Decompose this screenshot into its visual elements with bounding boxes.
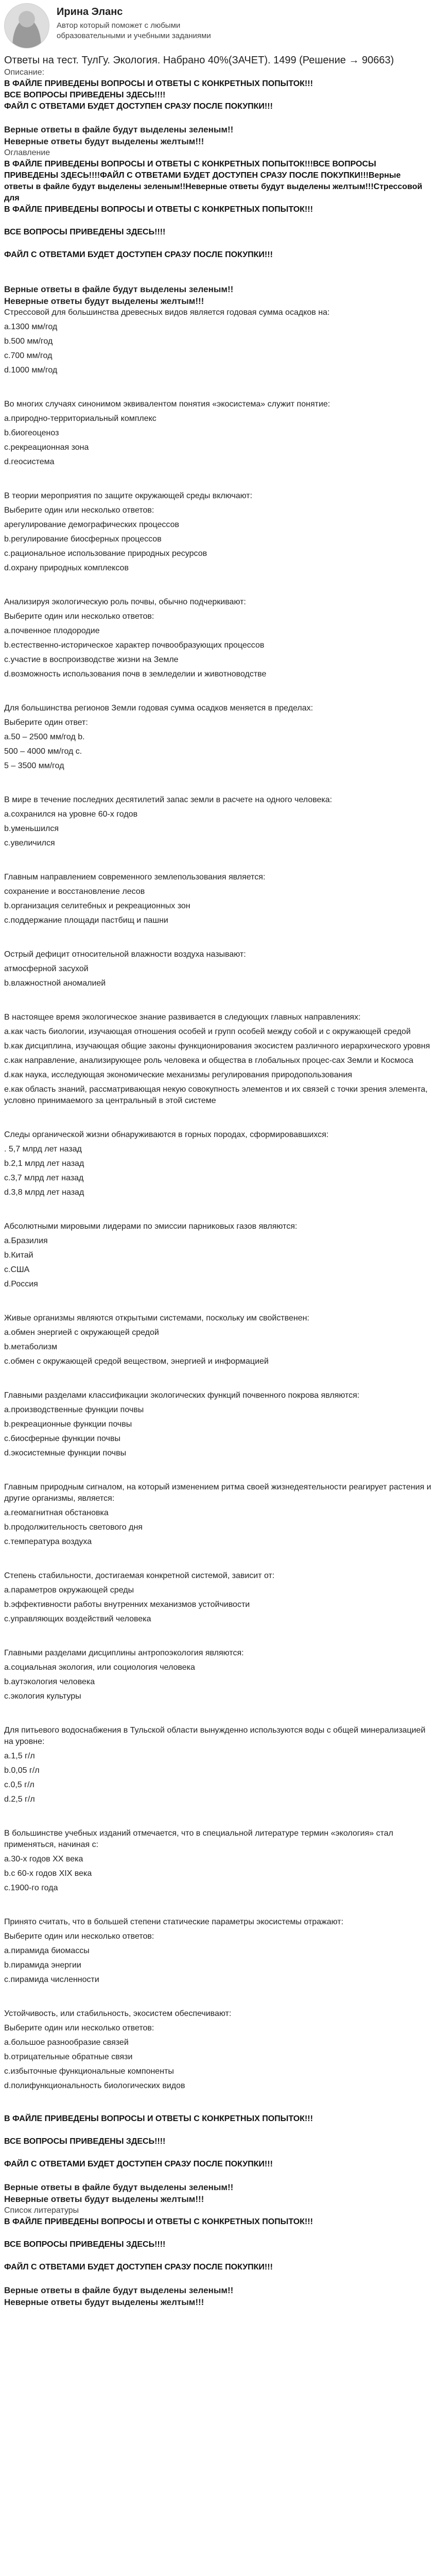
answer-option: b.эффективности работы внутренних механизмов устойчивости <box>4 1600 250 1609</box>
answer-option: 5 – 3500 мм/год <box>4 761 64 770</box>
answer-option: d.возможность использования почв в земледелии и животноводстве <box>4 670 267 679</box>
questions-list <box>4 307 432 2092</box>
answer-option: a.большое разнообразие связей <box>4 2038 129 2047</box>
question-block <box>4 1313 432 1367</box>
yellow-note-2: Неверные ответы будут выделены желтым!!! <box>4 296 204 306</box>
answer-option: d.полифункциональность биологических видов <box>4 2081 185 2090</box>
question-hint: Выберите один или несколько ответов: <box>4 506 154 515</box>
answer-options <box>4 1751 432 1805</box>
answer-options <box>4 1235 432 1290</box>
answer-option: d.геосистема <box>4 457 55 466</box>
answer-option: b.с 60-х годов XIX века <box>4 1869 92 1878</box>
answer-option: c.обмен с окружающей средой веществом, энергией и информацией <box>4 1357 269 1366</box>
answer-option: a.как часть биологии, изучающая отношения особей и групп особей между собой и с окружающей средой <box>4 1027 411 1036</box>
toc-label: Оглавление <box>4 148 50 157</box>
question-block <box>4 794 432 849</box>
question-block <box>4 1482 432 1548</box>
promo-block <box>4 78 432 124</box>
answer-option: a.социальная экология, или социология человека <box>4 1663 195 1672</box>
answer-option: c.3,7 млрд лет назад <box>4 1174 84 1182</box>
question-hint: Выберите один или несколько ответов: <box>4 2024 154 2032</box>
bibliography-label: Список литературы <box>4 2206 79 2215</box>
answer-option: b.организация селитебных и рекреационных зон <box>4 902 190 910</box>
question-text: Для питьевого водоснабжения в Тульской области вынужденно используются воды с общей минерализацией на уровне: <box>4 1726 426 1746</box>
question-text: Устойчивость, или стабильность, экосистем обеспечивают: <box>4 2009 232 2018</box>
question-text: Анализируя экологическую роль почвы, обычно подчеркивают: <box>4 598 246 606</box>
promo-line: ВСЕ ВОПРОСЫ ПРИВЕДЕНЫ ЗДЕСЬ!!!! <box>4 228 166 236</box>
answer-option: b.влажностной аномалией <box>4 979 106 988</box>
promo-line: ВСЕ ВОПРОСЫ ПРИВЕДЕНЫ ЗДЕСЬ!!!! <box>4 91 166 99</box>
green-note-4: Верные ответы в файле будут выделены зеленым!! <box>4 2285 234 2295</box>
answer-option: d.2,5 г/л <box>4 1795 35 1804</box>
answer-option: c.700 мм/год <box>4 351 53 360</box>
question-hint: Выберите один ответ: <box>4 718 88 727</box>
author-card[interactable] <box>4 2 432 52</box>
question-text: Степень стабильности, достигаемая конкретной системой, зависит от: <box>4 1571 275 1580</box>
question-hint: Выберите один или несколько ответов: <box>4 612 154 621</box>
question-block <box>4 1390 432 1459</box>
question-text: Стрессовой для большинства древесных видов является годовая сумма осадков на: <box>4 308 330 317</box>
answer-options <box>4 1507 432 1548</box>
question-text: В большинстве учебных изданий отмечается, что в специальной литературе термин «экология» стал применяться, начиная с: <box>4 1829 393 1849</box>
question-block <box>4 490 432 574</box>
answer-option: c.экология культуры <box>4 1692 81 1701</box>
answer-option: a.Бразилия <box>4 1236 48 1245</box>
answer-option: b.естественно-историческое характер почвообразующих процессов <box>4 641 265 650</box>
answer-option: c.биосферные функции почвы <box>4 1434 120 1443</box>
answer-option: a.1,5 г/л <box>4 1752 35 1760</box>
author-name[interactable]: Ирина Эланс <box>57 6 123 18</box>
question-block <box>4 949 432 989</box>
answer-option: a.пирамида биомассы <box>4 1946 90 1955</box>
answer-options <box>4 1404 432 1459</box>
question-block <box>4 1570 432 1625</box>
question-block <box>4 2008 432 2092</box>
answer-options <box>4 1144 432 1198</box>
answer-option: d.3,8 млрд лет назад <box>4 1188 84 1197</box>
answer-option: d.1000 мм/год <box>4 366 58 375</box>
answer-option: a.производственные функции почвы <box>4 1405 144 1414</box>
answer-options <box>4 413 432 468</box>
promo-line: В ФАЙЛЕ ПРИВЕДЕНЫ ВОПРОСЫ И ОТВЕТЫ С КОНКРЕТНЫХ ПОПЫТОК!!! <box>4 79 313 88</box>
answer-option: aрегулирование демографических процессов <box>4 520 179 529</box>
answer-option: a.50 – 2500 мм/год b. <box>4 733 85 741</box>
question-text: Главными разделами классификации экологических функций почвенного покрова являются: <box>4 1391 360 1400</box>
answer-options <box>4 1662 432 1702</box>
question-text: В теории мероприятия по защите окружающей среды включают: <box>4 492 253 500</box>
answer-option: c.рекреационная зона <box>4 443 89 452</box>
question-block <box>4 1221 432 1290</box>
promo-line: ВСЕ ВОПРОСЫ ПРИВЕДЕНЫ ЗДЕСЬ!!!! <box>4 2240 166 2249</box>
answer-option: a.сохранился на уровне 60-х годов <box>4 810 138 819</box>
question-text: Следы органической жизни обнаруживаются в горных породах, сформировавшихся: <box>4 1130 329 1139</box>
question-text: Главным направлением современного землепользования является: <box>4 873 266 882</box>
answer-option: c.как направление, анализирующее роль человека и общества в глобальных процес-сах Земли и Космоса <box>4 1056 413 1065</box>
answer-option: c.0,5 г/л <box>4 1781 34 1789</box>
answer-options <box>4 2037 432 2092</box>
green-note-2: Верные ответы в файле будут выделены зеленым!! <box>4 284 234 294</box>
question-block <box>4 597 432 680</box>
answer-option: b.0,05 г/л <box>4 1766 40 1775</box>
answer-option: a.параметров окружающей среды <box>4 1586 134 1595</box>
answer-option: d.экосистемные функции почвы <box>4 1449 127 1458</box>
question-block <box>4 872 432 926</box>
answer-option: c.избыточные функциональные компоненты <box>4 2067 174 2076</box>
answer-option: b.рекреационные функции почвы <box>4 1420 132 1429</box>
promo-line: В ФАЙЛЕ ПРИВЕДЕНЫ ВОПРОСЫ И ОТВЕТЫ С КОНКРЕТНЫХ ПОПЫТОК!!! <box>4 2217 313 2226</box>
answer-option: b.аутэкология человека <box>4 1677 95 1686</box>
answer-options <box>4 1585 432 1625</box>
question-block <box>4 307 432 376</box>
answer-option: c.температура воздуха <box>4 1537 92 1546</box>
answer-option: b.500 мм/год <box>4 337 53 346</box>
answer-options <box>4 1945 432 1986</box>
question-block <box>4 703 432 772</box>
answer-options <box>4 732 432 772</box>
toc-entry[interactable]: В ФАЙЛЕ ПРИВЕДЕНЫ ВОПРОСЫ И ОТВЕТЫ С КОНКРЕТНЫХ ПОПЫТОК!!!ВСЕ ВОПРОСЫ ПРИВЕДЕНЫ ЗДЕСЬ!!!!ФАЙЛ С ОТВЕТАМИ БУДЕТ ДОСТУПЕН СРАЗУ ПОСЛЕ ПОКУПКИ!!!Верные ответы в файле будут выделены зеленым!!Неверные ответы будут выделены желтым!!!Стрессовой для <box>4 160 423 202</box>
answer-option: c.США <box>4 1265 30 1274</box>
question-text: Живые организмы являются открытыми системами, поскольку им свойственен: <box>4 1314 309 1323</box>
answer-option: b.биогеоценоз <box>4 429 59 437</box>
promo-block-2 <box>4 204 432 283</box>
answer-option: d.охрану природных комплексов <box>4 564 129 572</box>
promo-line: ФАЙЛ С ОТВЕТАМИ БУДЕТ ДОСТУПЕН СРАЗУ ПОСЛЕ ПОКУПКИ!!! <box>4 2160 273 2168</box>
yellow-note-3: Неверные ответы будут выделены желтым!!! <box>4 2194 204 2204</box>
question-text: Главными разделами дисциплины антропоэкология являются: <box>4 1649 244 1657</box>
answer-option: c.рациональное использование природных ресурсов <box>4 549 207 558</box>
question-text: Во многих случаях синонимом эквивалентом понятия «экосистема» служит понятие: <box>4 400 330 409</box>
question-text: Абсолютными мировыми лидерами по эмиссии парниковых газов являются: <box>4 1222 298 1231</box>
answer-option: a.1300 мм/год <box>4 323 58 331</box>
avatar[interactable] <box>4 3 49 48</box>
promo-line: В ФАЙЛЕ ПРИВЕДЕНЫ ВОПРОСЫ И ОТВЕТЫ С КОНКРЕТНЫХ ПОПЫТОК!!! <box>4 2114 313 2123</box>
promo-line: ФАЙЛ С ОТВЕТАМИ БУДЕТ ДОСТУПЕН СРАЗУ ПОСЛЕ ПОКУПКИ!!! <box>4 102 273 111</box>
author-info <box>57 3 221 41</box>
answer-option: e.как область знаний, рассматривающая некую совокупность элементов и их связей с точки зрения элемента, условно принимаемого за центральный в этой системе <box>4 1085 428 1105</box>
answer-option: b.пирамида энергии <box>4 1961 81 1970</box>
answer-option: b.метаболизм <box>4 1343 58 1351</box>
answer-option: d.как наука, исследующая экономические механизмы регулирования природопользования <box>4 1071 353 1079</box>
answer-option: d.Россия <box>4 1280 38 1289</box>
description-label: Описание: <box>4 68 45 77</box>
question-text: Для большинства регионов Земли годовая сумма осадков меняется в пределах: <box>4 704 313 713</box>
question-block <box>4 1129 432 1198</box>
answer-options <box>4 1854 432 1894</box>
answer-option: a.30-х годов XX века <box>4 1855 83 1863</box>
answer-option: b.2,1 млрд лет назад <box>4 1159 84 1168</box>
answer-option: b.уменьшился <box>4 824 59 833</box>
answer-options <box>4 1026 432 1107</box>
question-block <box>4 1725 432 1805</box>
author-description: Автор который поможет с любыми образовательными и учебными заданиями <box>57 21 211 40</box>
answer-options <box>4 625 432 680</box>
page-title: Ответы на тест. ТулГу. Экология. Набрано 40%(ЗАЧЕТ). 1499 (Решение → 90663) <box>4 55 394 66</box>
answer-option: сохранение и восстановление лесов <box>4 887 145 896</box>
answer-option: a.геомагнитная обстановка <box>4 1509 109 1517</box>
answer-option: a.природно-территориальный комплекс <box>4 414 156 423</box>
answer-option: . 5,7 млрд лет назад <box>4 1145 82 1154</box>
answer-option: c.поддержание площади пастбищ и пашни <box>4 916 168 925</box>
promo-line: ВСЕ ВОПРОСЫ ПРИВЕДЕНЫ ЗДЕСЬ!!!! <box>4 2137 166 2146</box>
answer-option: a.обмен энергией с окружающей средой <box>4 1328 159 1337</box>
promo-line: ФАЙЛ С ОТВЕТАМИ БУДЕТ ДОСТУПЕН СРАЗУ ПОСЛЕ ПОКУПКИ!!! <box>4 250 273 259</box>
yellow-note: Неверные ответы будут выделены желтым!!! <box>4 137 204 146</box>
answer-option: c.1900-го года <box>4 1884 58 1892</box>
answer-options <box>4 886 432 926</box>
answer-option: c.пирамида численности <box>4 1975 99 1984</box>
question-block <box>4 399 432 468</box>
question-text: Принято считать, что в большей степени статические параметры экосистемы отражают: <box>4 1918 344 1926</box>
answer-option: b.Китай <box>4 1251 33 1260</box>
answer-option: b.продолжительность светового дня <box>4 1523 143 1532</box>
bibliography-promo <box>4 2216 432 2284</box>
green-note-3: Верные ответы в файле будут выделены зеленым!! <box>4 2182 234 2192</box>
answer-option: b.как дисциплина, изучающая общие законы функционирования экосистем различного иерархического уровня <box>4 1042 430 1050</box>
question-block <box>4 1917 432 1986</box>
question-text: В мире в течение последних десятилетий запас земли в расчете на одного человека: <box>4 795 333 804</box>
answer-options <box>4 809 432 849</box>
answer-option: c.увеличился <box>4 839 55 848</box>
green-note: Верные ответы в файле будут выделены зеленым!! <box>4 125 234 134</box>
answer-option: b.отрицательные обратные связи <box>4 2053 133 2061</box>
question-block <box>4 1012 432 1107</box>
answer-options <box>4 1327 432 1367</box>
answer-option: атмосферной засухой <box>4 964 89 973</box>
question-block <box>4 1648 432 1702</box>
answer-option: c.участие в воспроизводстве жизни на Земле <box>4 655 179 664</box>
answer-option: 500 – 4000 мм/год c. <box>4 747 82 756</box>
footer-promo <box>4 2113 432 2181</box>
yellow-note-4: Неверные ответы будут выделены желтым!!! <box>4 2297 204 2307</box>
answer-options <box>4 321 432 376</box>
answer-option: c.управляющих воздействий человека <box>4 1615 151 1623</box>
answer-option: b.регулирование биосферных процессов <box>4 535 162 544</box>
question-text: В настоящее время экологическое знание развивается в следующих главных направлениях: <box>4 1013 361 1022</box>
question-hint: Выберите один или несколько ответов: <box>4 1932 154 1941</box>
promo-line: В ФАЙЛЕ ПРИВЕДЕНЫ ВОПРОСЫ И ОТВЕТЫ С КОНКРЕТНЫХ ПОПЫТОК!!! <box>4 205 313 214</box>
answer-options <box>4 963 432 989</box>
question-text: Острый дефицит относительной влажности воздуха называют: <box>4 950 246 959</box>
answer-option: a.почвенное плодородие <box>4 626 100 635</box>
answer-options <box>4 519 432 574</box>
question-text: Главным природным сигналом, на который изменением ритма своей жизнедеятельности реагирует растения и другие организмы, является: <box>4 1483 431 1503</box>
question-block <box>4 1828 432 1894</box>
promo-line: ФАЙЛ С ОТВЕТАМИ БУДЕТ ДОСТУПЕН СРАЗУ ПОСЛЕ ПОКУПКИ!!! <box>4 2263 273 2272</box>
